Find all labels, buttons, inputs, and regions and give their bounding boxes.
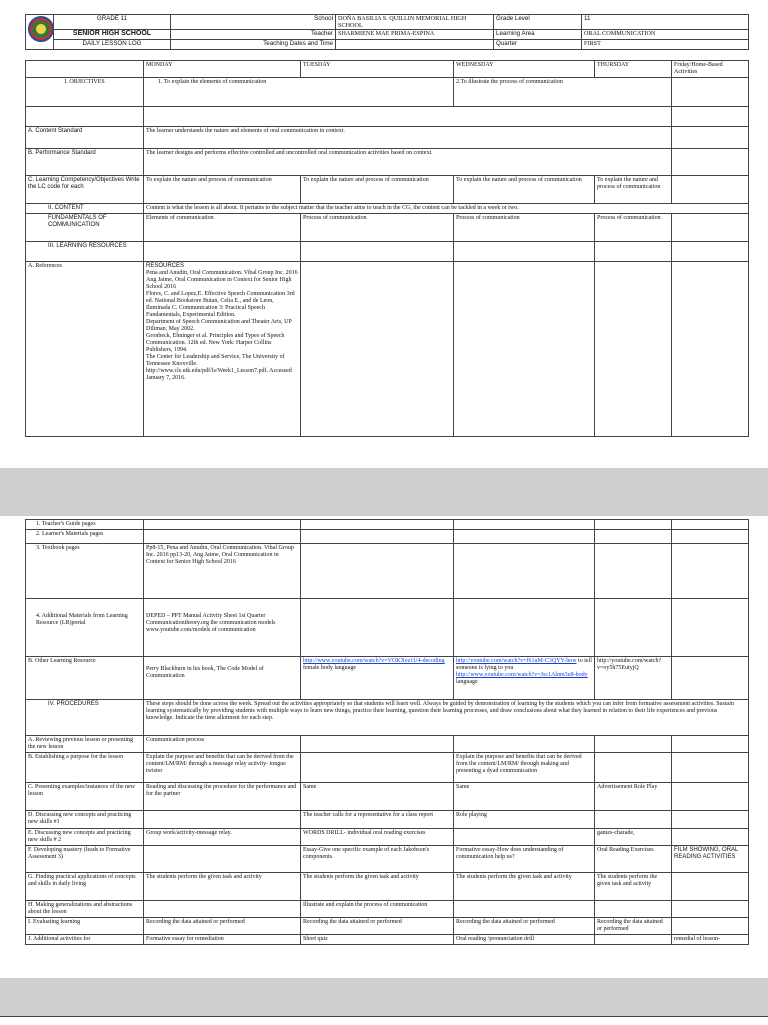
objectives-label: I. OBJECTIVES — [26, 78, 144, 107]
textbook-label: 3. Textbook pages — [26, 544, 144, 599]
fundamentals-friday — [672, 214, 749, 242]
content-note: Content is what the lesson is all about. It pertains to the subject matter that the teacher aims to teach in the CG, the content can be tackled in a week or two. — [144, 204, 749, 214]
objectives-sub-label — [26, 107, 144, 127]
procedures-label: IV. PROCEDURES — [26, 700, 144, 736]
grade-level-value: 11 — [582, 15, 749, 30]
row-a-fri — [672, 736, 749, 753]
deped-seal-icon — [28, 16, 54, 42]
other-resources-wednesday — [454, 657, 595, 700]
references-tuesday — [301, 262, 454, 437]
col-friday: Friday/Home-Based Activities — [672, 61, 749, 78]
row-i-monday: Recording the data attained or performed — [144, 918, 301, 935]
row-h-thu — [595, 901, 672, 918]
youtube-link-wednesday-2[interactable]: http://www.youtube.com/watch?v=Jsc1Alnm3u8-body — [456, 672, 588, 678]
references-list — [144, 262, 301, 437]
competency-thursday: To explain the nature and process of communication — [595, 176, 672, 204]
youtube-link-wednesday[interactable]: http://youtube.com/watch?v=f61uM-C3QYY-how — [456, 658, 577, 664]
row-d-label: D. Discussing new concepts and practicing new skills #1 — [26, 811, 144, 829]
row-h-tuesday: Illustrate and explain the process of communication — [301, 901, 454, 918]
other-resources-label: B. Other Learning Resource — [26, 657, 144, 700]
row-h-fri — [672, 901, 749, 918]
col-monday: MONDAY — [144, 61, 301, 78]
learning-competency-label: C. Learning Competency/Objectives Write the LC code for each — [26, 176, 144, 204]
competency-wednesday: To explain the nature and process of communication — [454, 176, 595, 204]
row-f-friday: FILM SHOWING, ORAL READING ACTIVITIES — [672, 846, 749, 873]
procedures-note: These steps should be done across the week. Spread out the activities appropriately so that students will learn well. Always be guided by demonstration of learning by the students which you can infer from formative assessment activities. Sustain learning systematically by providing students with multiple ways to learn new things, practice their learning, question their learning processes, and draw conclusions about what they learned in relation to their life experiences and previous knowledge. Indicate the time allotment for each step. — [144, 700, 749, 736]
row-a-wed — [454, 736, 595, 753]
lm-wed — [454, 530, 595, 544]
tg-tue — [301, 520, 454, 530]
performance-standard-fri — [672, 149, 749, 176]
lr-wed — [454, 599, 595, 657]
content-standard-label: A. Content Standard — [26, 127, 144, 149]
row-g-wednesday: The students perform the given task and activity — [454, 873, 595, 901]
row-j-wednesday: Oral reading /pronunciation drill — [454, 935, 595, 945]
row-g-label: G. Finding practical applications of concepts and skills in daily living — [26, 873, 144, 901]
tb-tue — [301, 544, 454, 599]
resources-thursday — [595, 242, 672, 262]
lr-thu — [595, 599, 672, 657]
content-standard: The learner understands the nature and elements of oral communication in context. — [144, 127, 672, 149]
row-g-thursday: The students perform the given task and activity — [595, 873, 672, 901]
row-c-fri — [672, 783, 749, 811]
row-d-tuesday: The teacher calls for a representative for a class report — [301, 811, 454, 829]
quarter-label: Quarter — [494, 40, 582, 50]
tb-thu — [595, 544, 672, 599]
header-table — [25, 14, 749, 50]
tb-wed — [454, 544, 595, 599]
tb-fri — [672, 544, 749, 599]
content-label: II. CONTENT — [26, 204, 144, 214]
col-thursday: THURSDAY — [595, 61, 672, 78]
row-e-monday: Group work/activity-message relay. — [144, 829, 301, 846]
row-i-tuesday: Recording the data attained or performed — [301, 918, 454, 935]
row-j-monday: Formative essay for remediation — [144, 935, 301, 945]
lm-fri — [672, 530, 749, 544]
tg-label: 1. Teacher's Guide pages — [26, 520, 144, 530]
dates-value — [336, 40, 494, 50]
fundamentals-label: FUNDAMENTALS OF COMMUNICATION — [26, 214, 144, 242]
row-j-friday: remedial of lesson- — [672, 935, 749, 945]
doc-title: DAILY LESSON LOG — [54, 40, 171, 50]
learning-area-value: ORAL COMMUNICATION — [582, 30, 749, 40]
row-h-label: H. Making generalizations and abstractions about the lesson — [26, 901, 144, 918]
competency-friday — [672, 176, 749, 204]
lm-thu — [595, 530, 672, 544]
row-e-thursday: games-charade, — [595, 829, 672, 846]
row-d-fri — [672, 811, 749, 829]
resources-monday — [144, 242, 301, 262]
row-b-monday: Explain the purpose and benefits that can be derived from the content/LM/RM/ through a message relay activity- tongue twister — [144, 753, 301, 783]
row-f-wednesday: Formative essay-How does understanding of communication help us? — [454, 846, 595, 873]
row-j-thu — [595, 935, 672, 945]
lm-tue — [301, 530, 454, 544]
grade-label: GRADE 11 — [54, 15, 171, 30]
lr-fri — [672, 599, 749, 657]
tg-thu — [595, 520, 672, 530]
lesson-table-1 — [25, 60, 749, 437]
performance-standard: The learner designs and performs effective controlled and uncontrolled oral communication activities based on context. — [144, 149, 672, 176]
col-wednesday: WEDNESDAY — [454, 61, 595, 78]
row-j-label: J. Additional activities for — [26, 935, 144, 945]
references-friday — [672, 262, 749, 437]
learning-resources-label: III. LEARNING RESOURCES — [26, 242, 144, 262]
row-e-fri — [672, 829, 749, 846]
level-label: SENIOR HIGH SCHOOL — [54, 30, 171, 40]
performance-standard-label: B. Performance Standard — [26, 149, 144, 176]
row-b-wednesday: Explain the purpose and benefits that can be derived from the content/LM/RM/ through making and presenting a dyad communication — [454, 753, 595, 783]
competency-monday: To explain the nature and process of communication — [144, 176, 301, 204]
row-d-mon — [144, 811, 301, 829]
objective-monday: 1. To explain the elements of communication — [144, 78, 454, 107]
teacher-value: SHARMIENE MAE PRIMA-ESPINA — [336, 30, 494, 40]
row-e-tuesday: WORDS DRILL- individual oral reading exercises — [301, 829, 454, 846]
school-label: School — [171, 15, 336, 30]
row-a-monday: Communication process — [144, 736, 301, 753]
other-resources-tuesday — [301, 657, 454, 700]
row-i-label: I. Evaluating learning — [26, 918, 144, 935]
row-b-fri — [672, 753, 749, 783]
row-d-wednesday: Role playing — [454, 811, 595, 829]
lesson-table-2 — [25, 519, 749, 945]
objective-friday — [672, 78, 749, 107]
row-c-wednesday: Same — [454, 783, 595, 811]
row-h-wed — [454, 901, 595, 918]
reference-6: The Center for Leadership and Service, The University of Tennessee Knoxville. http://www.cls.utk.edu/pdf/ls/Week1_Lesson7.pdf. Accessed January 7, 2016. — [146, 354, 292, 381]
resources-wednesday — [454, 242, 595, 262]
row-c-monday: Reading and discussing the procedure for the performance and for the partner — [144, 783, 301, 811]
lm-mon — [144, 530, 301, 544]
fundamentals-thursday: Process of communication — [595, 214, 672, 242]
row-f-thursday: Oral Reading Exercises — [595, 846, 672, 873]
col-tuesday: TUESDAY — [301, 61, 454, 78]
references-wednesday — [454, 262, 595, 437]
row-i-fri — [672, 918, 749, 935]
content-standard-fri — [672, 127, 749, 149]
page-1 — [0, 0, 768, 468]
textbook-monday: Pp8-15, Pena and Anudin, Oral Communication. Vibal Group Inc. 2016 pp13-20, Ang Jaime, Oral Communication in Context for Senior High School 2016 — [144, 544, 301, 599]
quarter-value: FIRST — [582, 40, 749, 50]
objectives-sub-fri — [672, 107, 749, 127]
resources-heading: RESOURCES — [146, 263, 185, 269]
row-b-label: B. Establishing a purpose for the lesson — [26, 753, 144, 783]
other-resources-friday — [672, 657, 749, 700]
other-wed-text: to tell someone is lying to you — [456, 658, 592, 671]
fundamentals-wednesday: Process of communication — [454, 214, 595, 242]
reference-4: Department of Speech Communication and Theater Arts, UP Diliman, May 2002. — [146, 319, 292, 332]
fundamentals-monday: Elements of communication — [144, 214, 301, 242]
fundamentals-tuesday: Process of communication — [301, 214, 454, 242]
objective-wednesday: 2.To illustrate the process of communication — [454, 78, 672, 107]
learning-area-label: Learning Area — [494, 30, 582, 40]
row-j-tuesday: Short quiz — [301, 935, 454, 945]
row-h-mon — [144, 901, 301, 918]
youtube-link-tuesday[interactable]: http://www.youtube.com/watch?v=VOKXez1U4-decoding — [303, 658, 445, 664]
grade-level-label: Grade Level — [494, 15, 582, 30]
other-tue-text: female body language — [303, 665, 356, 671]
objectives-sub — [144, 107, 672, 127]
row-c-thursday: Advertisement Role Play — [595, 783, 672, 811]
reference-3: Flores, C. and Lopez,E. Effective Speech Communication 3rd ed. National Bookstore Butan, Celia E., and de Leon, Iluminada C. Communication 3: Practical Speech Fundamentals, Experimental Edition. — [146, 291, 295, 318]
tg-wed — [454, 520, 595, 530]
references-thursday — [595, 262, 672, 437]
tg-fri — [672, 520, 749, 530]
lr-portal-monday: DEPED – PPT Manual Activity Sheet 1st Quarter Communicationtheory.org the communication models www.youtube.com/models of communication — [144, 599, 301, 657]
lr-tue — [301, 599, 454, 657]
row-f-label: F. Developing mastery (leads to Formative Assessment 3) — [26, 846, 144, 873]
tg-mon — [144, 520, 301, 530]
dates-label: Teaching Dates and Time — [171, 40, 336, 50]
row-a-thu — [595, 736, 672, 753]
row-b-tue — [301, 753, 454, 783]
other-wed-text-2: language — [456, 679, 478, 685]
row-a-tue — [301, 736, 454, 753]
row-g-tuesday: The students perform the given task and activity — [301, 873, 454, 901]
row-e-wed — [454, 829, 595, 846]
reference-1: Pena and Anudin, Oral Communication. Vibal Group Inc. 2016 — [146, 270, 298, 276]
resources-tuesday — [301, 242, 454, 262]
reference-2: Ang Jaime, Oral Communication in Context for Senior High School 2016 — [146, 277, 292, 290]
lr-portal-label: 4. Additional Materials from Learning Resource (LR)portal — [26, 599, 144, 657]
row-d-thu — [595, 811, 672, 829]
other-resources-monday: Perry Blackburn in his book, The Code Model of Communication — [144, 657, 301, 700]
references-label: A. References — [26, 262, 144, 437]
row-e-label: E. Discussing new concepts and practicing new skills # 2 — [26, 829, 144, 846]
school-value: DOÑA BASILIA S. QUILLIN MEMORIAL HIGH SCHOOL — [336, 15, 494, 30]
lm-label: 2. Learner's Materials pages — [26, 530, 144, 544]
school-logo-cell — [26, 15, 54, 50]
teacher-label: Teacher — [171, 30, 336, 40]
competency-tuesday: To explain the nature and process of communication — [301, 176, 454, 204]
row-i-wednesday: Recording the data attained or performed — [454, 918, 595, 935]
row-i-thursday: Recording the data attained or performed — [595, 918, 672, 935]
reference-5: Gronbeck, Ehninger et al. Principles and Types of Speech Communication. 12th ed. New York: Harper Collins Publishers, 1994. — [146, 333, 285, 353]
row-g-fri — [672, 873, 749, 901]
row-a-label: A. Reviewing previous lesson or presenting the new lesson — [26, 736, 144, 753]
resources-friday — [672, 242, 749, 262]
row-f-tuesday: Essay-Give one specific example of each Jakobson's components. — [301, 846, 454, 873]
row-c-tuesday: Same — [301, 783, 454, 811]
corner-cell — [26, 61, 144, 78]
page-2 — [0, 516, 768, 978]
row-f-mon — [144, 846, 301, 873]
row-g-monday: The students perform the given task and activity — [144, 873, 301, 901]
other-resources-thursday: http://youtube.com/watch?v=oy5h75EutyjQ — [595, 657, 672, 700]
row-c-label: C. Presenting examples/instances of the new lesson — [26, 783, 144, 811]
row-b-thu — [595, 753, 672, 783]
